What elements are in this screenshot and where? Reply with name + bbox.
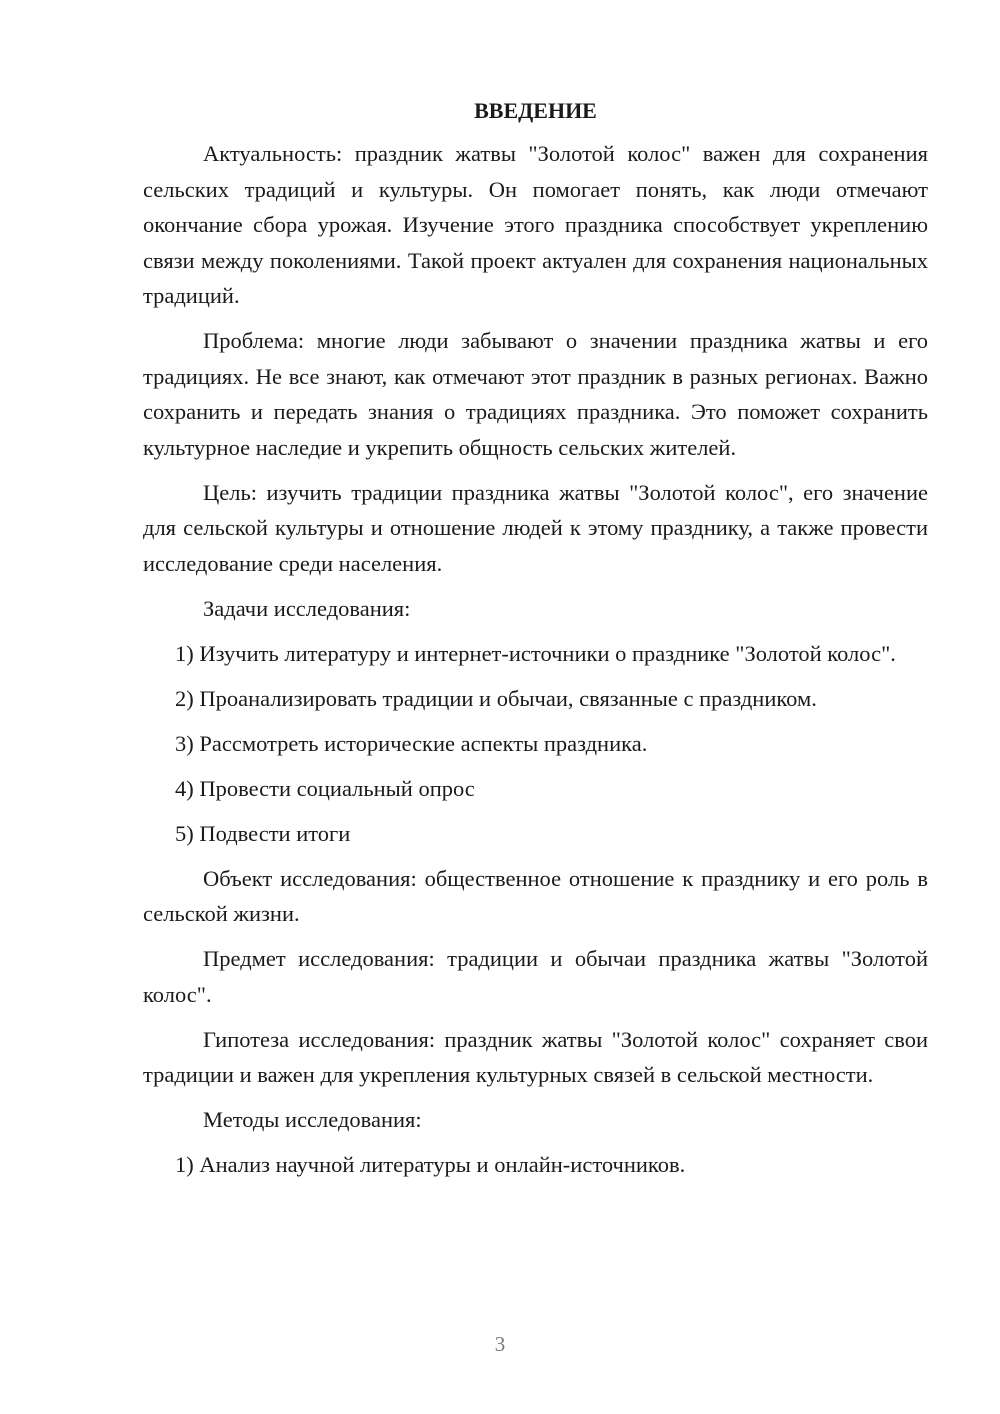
methods-heading: Методы исследования: xyxy=(203,1107,422,1132)
document-page xyxy=(143,94,928,1183)
page-number: 3 xyxy=(494,1332,506,1356)
method-item: 1) Анализ научной литературы и онлайн-источников. xyxy=(175,1152,686,1177)
task-item: 1) Изучить литературу и интернет-источники о празднике "Золотой колос". xyxy=(175,640,896,666)
task-item: 4) Провести социальный опрос xyxy=(175,775,475,801)
task-item: 2) Проанализировать традиции и обычаи, связанные с праздником. xyxy=(175,685,817,711)
object-paragraph: Объект исследования: общественное отношение к празднику и его роль в сельской жизни. xyxy=(143,865,928,926)
relevance-paragraph: Актуальность: праздник жатвы "Золотой колос" важен для сохранения сельских традиций и культуры. Он помогает понять, как люди отмечают окончание сбора урожая. Изучение этого праздника способствует укреплению связи между поколениями. Такой проект актуален для сохранения национальных традиций. xyxy=(143,141,928,308)
tasks-heading: Задачи исследования: xyxy=(203,595,411,621)
problem-paragraph: Проблема: многие люди забывают о значении праздника жатвы и его традициях. Не все знают, как отмечают этот праздник в разных регионах. Важно сохранить и передать знания о традициях праздника. Это поможет сохранить культурное наследие и укрепить общность сельских жителей. xyxy=(143,328,928,460)
hypothesis-paragraph: Гипотеза исследования: праздник жатвы "Золотой колос" сохраняет свои традиции и важен для укрепления культурных связей в сельской местности. xyxy=(143,1026,928,1087)
task-item: 3) Рассмотреть исторические аспекты праздника. xyxy=(175,730,648,756)
task-item: 5) Подвести итоги xyxy=(175,820,351,846)
goal-paragraph: Цель: изучить традиции праздника жатвы "Золотой колос", его значение для сельской культуры и отношение людей к этому празднику, а также провести исследование среди населения. xyxy=(143,479,928,576)
subject-paragraph: Предмет исследования: традиции и обычаи праздника жатвы "Золотой колос". xyxy=(143,946,928,1007)
page-title: ВВЕДЕНИЕ xyxy=(474,98,597,123)
